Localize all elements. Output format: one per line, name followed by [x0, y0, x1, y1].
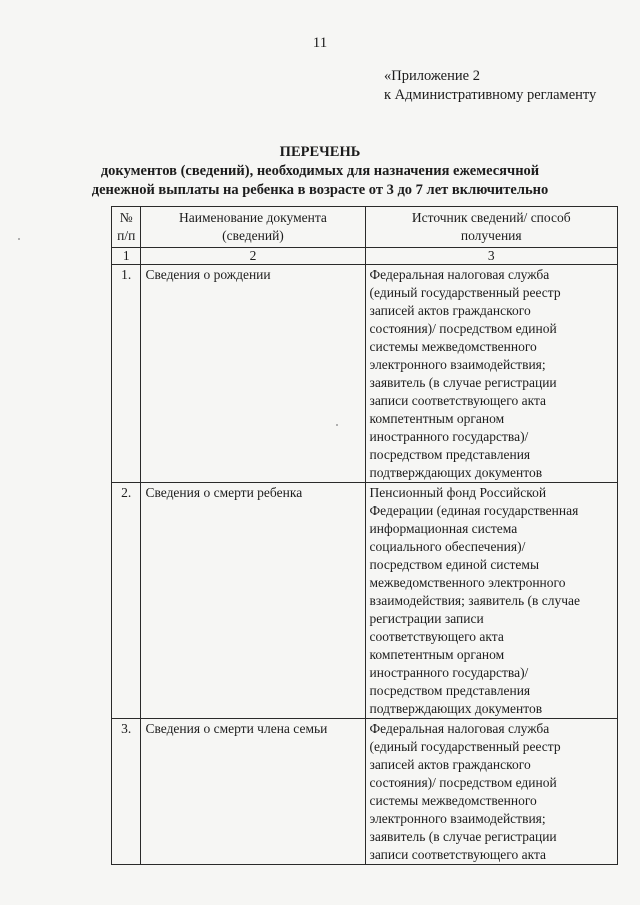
table-row — [112, 483, 618, 719]
column-number-3: 3 — [365, 248, 617, 265]
source-line: Федерации (единая государственная — [369, 503, 579, 518]
source-line: регистрации записи — [369, 611, 484, 626]
page-number: 11 — [312, 35, 328, 51]
source-line: соответствующего акта — [369, 629, 504, 644]
source-line: записи соответствующего акта — [369, 847, 547, 862]
source-line: межведомственного электронного — [369, 575, 566, 590]
source-line: состояния)/ посредством единой — [369, 775, 557, 790]
source-line: Федеральная налоговая служба — [369, 267, 550, 282]
header-name-line-1: Наименование документа — [179, 210, 327, 225]
row-source — [365, 265, 617, 483]
row-source — [365, 719, 617, 865]
row-document-name: Сведения о рождении — [141, 265, 365, 483]
header-source — [365, 207, 617, 248]
header-document-name — [141, 207, 365, 248]
source-line: посредством единой системы — [369, 557, 540, 572]
source-line: информационная система — [369, 521, 518, 536]
source-line: записей актов гражданского — [369, 303, 531, 318]
source-line: системы межведомственного — [369, 339, 537, 354]
row-number: 2. — [112, 483, 141, 719]
source-line: (единый государственный реестр — [369, 285, 561, 300]
source-line: записи соответствующего акта — [369, 393, 547, 408]
appendix-line-1: «Приложение 2 — [384, 68, 480, 84]
source-line: электронного взаимодействия; — [369, 357, 546, 372]
header-number-line-2: п/п — [117, 228, 136, 243]
scan-speck — [18, 238, 20, 240]
header-number — [112, 207, 141, 248]
title-line-1: документов (сведений), необходимых для назначения ежемесячной — [100, 163, 540, 179]
source-line: иностранного государства)/ — [369, 665, 529, 680]
document-title — [0, 143, 640, 200]
source-line: системы межведомственного — [369, 793, 537, 808]
source-line: записей актов гражданского — [369, 757, 531, 772]
column-numbers-row — [112, 248, 618, 265]
header-source-line-1: Источник сведений/ способ — [411, 210, 571, 225]
source-line: компетентным органом — [369, 647, 505, 662]
source-line: состояния)/ посредством единой — [369, 321, 557, 336]
source-line: посредством представления — [369, 447, 531, 462]
source-line: заявитель (в случае регистрации — [369, 375, 557, 390]
title-line-2: денежной выплаты на ребенка в возрасте от 3 до 7 лет включительно — [91, 182, 549, 198]
source-line: социального обеспечения)/ — [369, 539, 526, 554]
source-line: подтверждающих документов — [369, 465, 543, 480]
source-line: иностранного государства)/ — [369, 429, 529, 444]
row-source — [365, 483, 617, 719]
source-line: электронного взаимодействия; — [369, 811, 546, 826]
table-header-row — [112, 207, 618, 248]
header-name-line-2: (сведений) — [222, 228, 284, 243]
source-line: Федеральная налоговая служба — [369, 721, 550, 736]
scan-speck — [336, 424, 338, 426]
title-heading: ПЕРЕЧЕНЬ — [279, 144, 361, 160]
source-line: (единый государственный реестр — [369, 739, 561, 754]
documents-table — [111, 206, 618, 865]
source-line: Пенсионный фонд Российской — [369, 485, 547, 500]
row-number: 1. — [112, 265, 141, 483]
row-document-name: Сведения о смерти члена семьи — [141, 719, 365, 865]
column-number-1: 1 — [112, 248, 141, 265]
column-number-2: 2 — [141, 248, 365, 265]
row-document-name: Сведения о смерти ребенка — [141, 483, 365, 719]
source-line: компетентным органом — [369, 411, 505, 426]
source-line: посредством представления — [369, 683, 531, 698]
source-line: взаимодействия; заявитель (в случае — [369, 593, 581, 608]
source-line: заявитель (в случае регистрации — [369, 829, 557, 844]
appendix-reference — [384, 67, 596, 105]
header-number-line-1: № — [119, 210, 133, 225]
table-row — [112, 265, 618, 483]
source-line: подтверждающих документов — [369, 701, 543, 716]
row-number: 3. — [112, 719, 141, 865]
table-row — [112, 719, 618, 865]
appendix-line-2: к Административному регламенту — [384, 87, 597, 103]
header-source-line-2: получения — [460, 228, 522, 243]
